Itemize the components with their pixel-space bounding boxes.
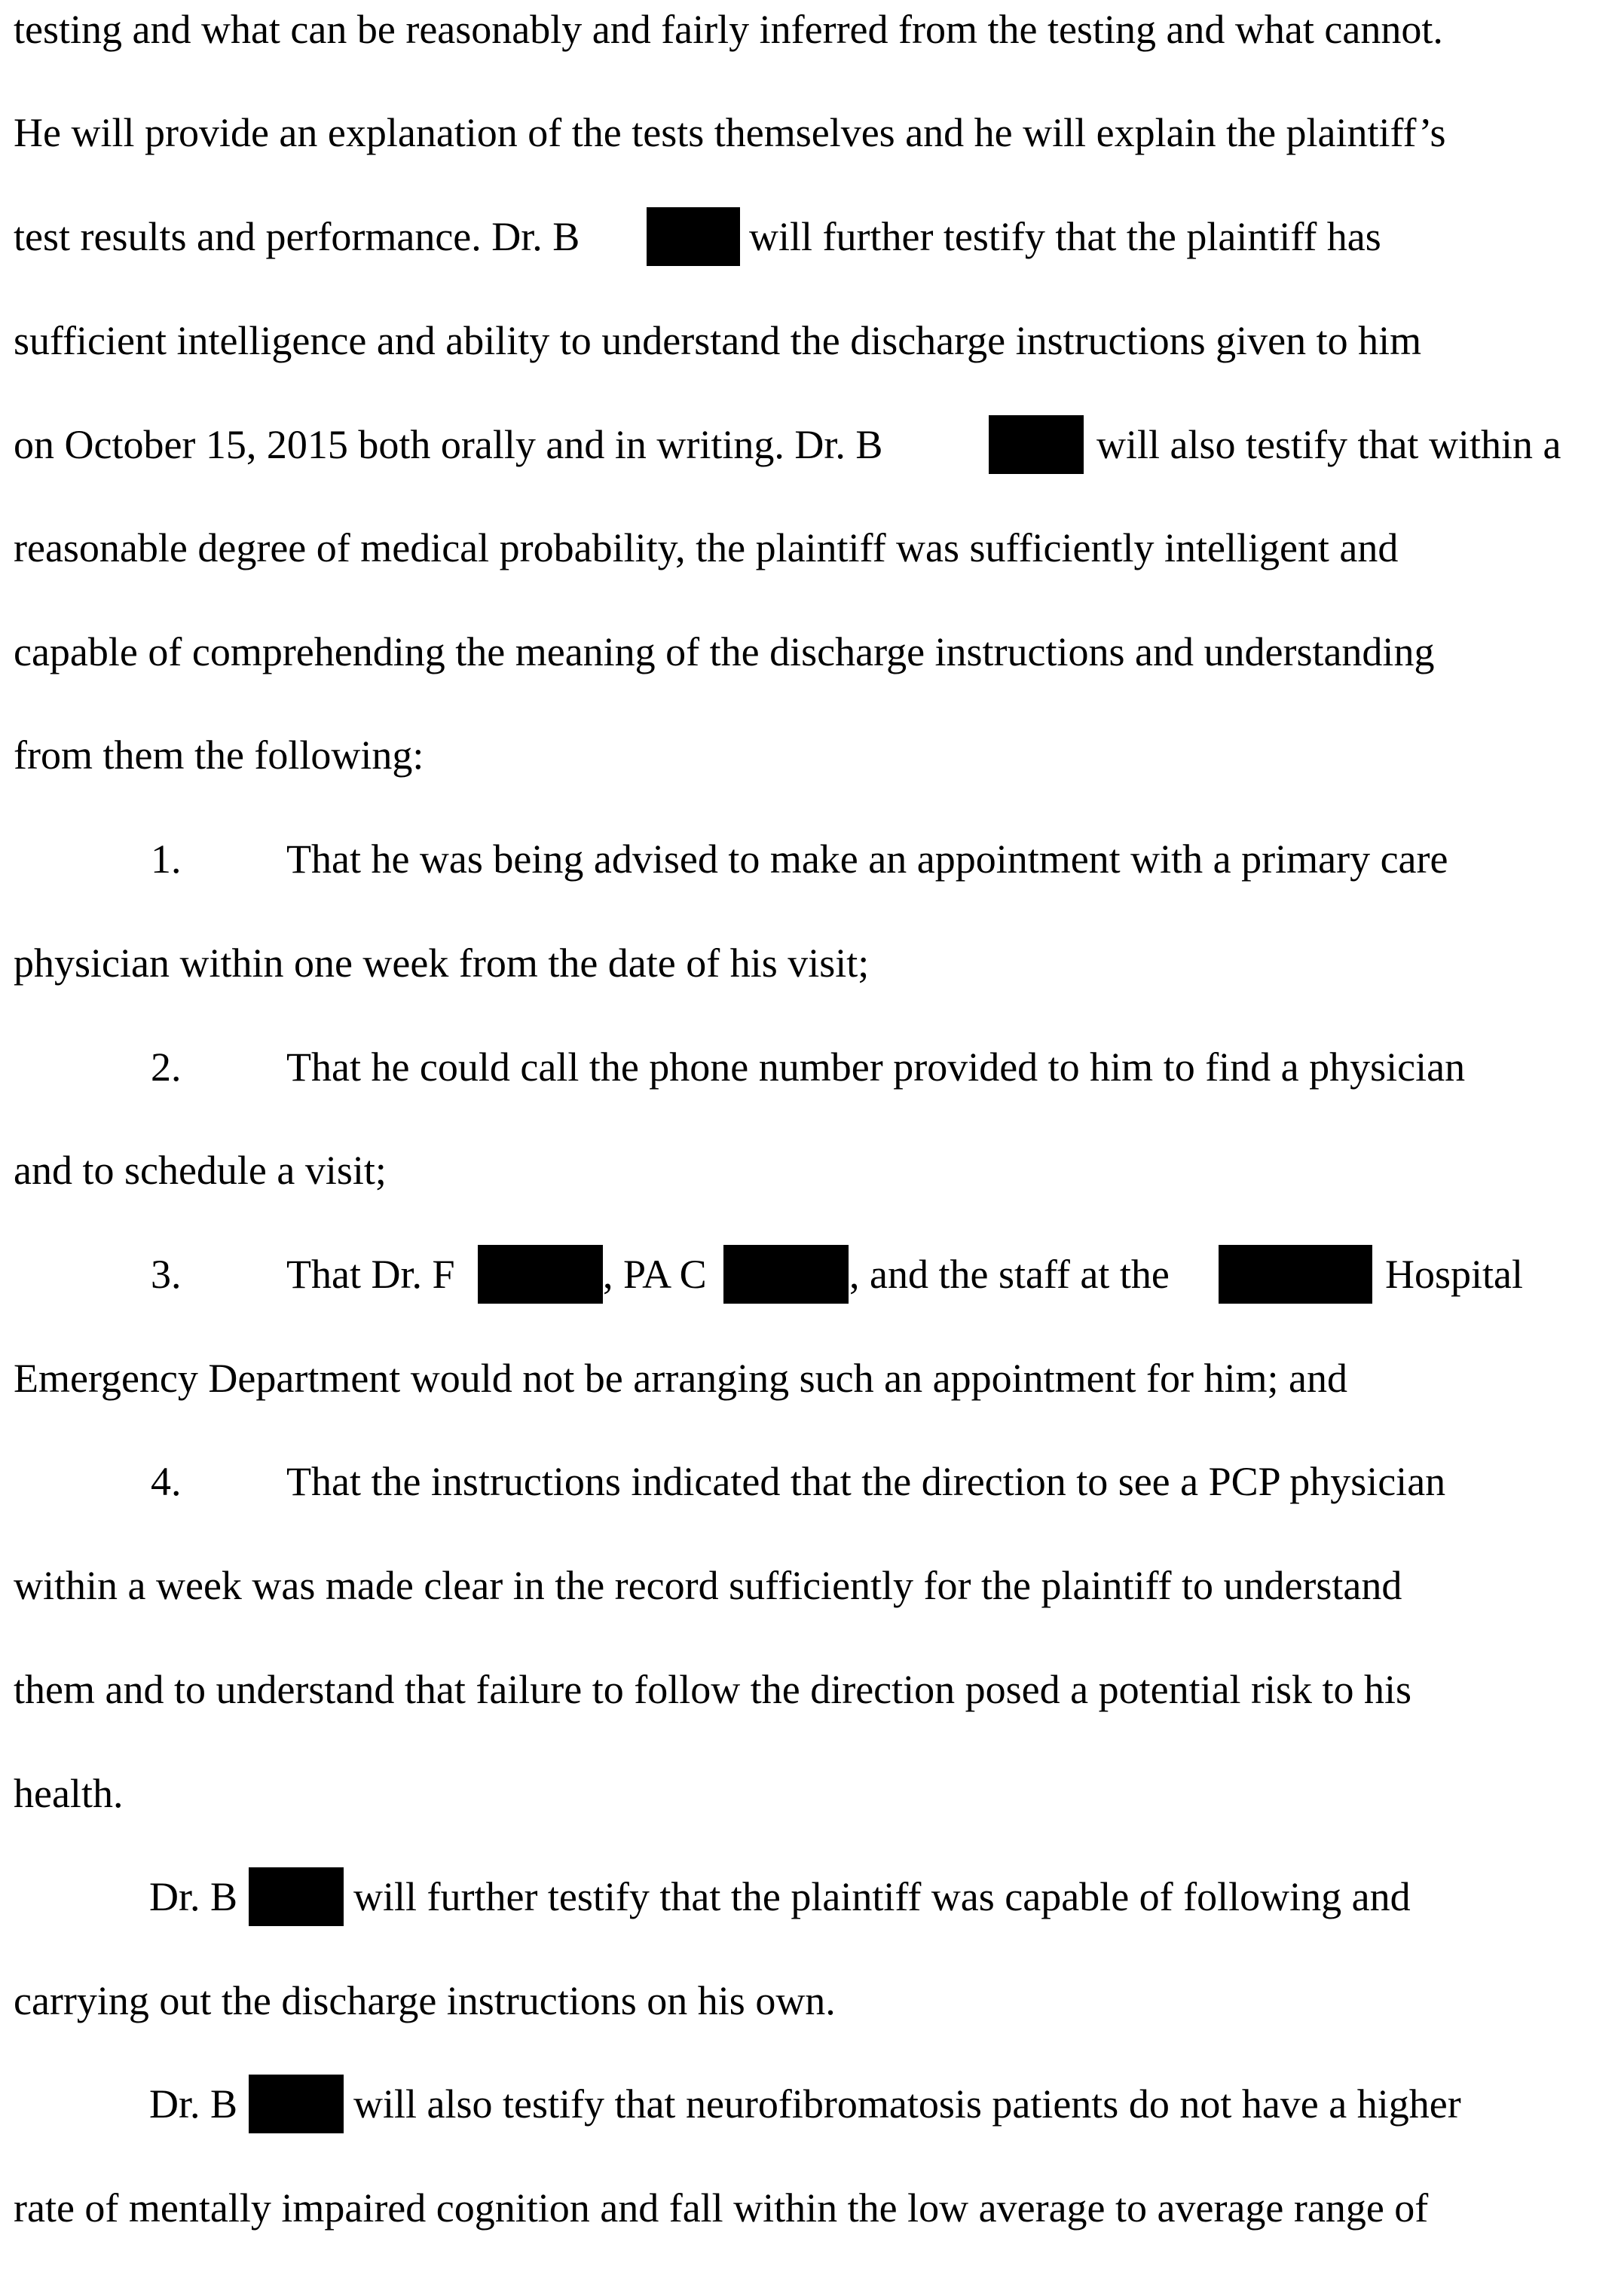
redaction-box: [647, 207, 740, 266]
text-segment: on October 15, 2015 both orally and in writing. Dr. B: [14, 422, 883, 467]
text-segment: That the instructions indicated that the direction to see a PCP physician: [286, 1459, 1446, 1504]
text-line: [0, 1949, 1624, 2053]
list-number: 2.: [151, 1044, 182, 1090]
text-line: [0, 81, 1624, 185]
redaction-box: [723, 1245, 849, 1304]
text-line: [0, 1326, 1624, 1430]
text-segment: Emergency Department would not be arranging such an appointment for him; and: [14, 1356, 1348, 1401]
text-segment: testing and what can be reasonably and fairly inferred from the testing and what cannot.: [14, 7, 1443, 52]
text-segment: That he could call the phone number provided to him to find a physician: [286, 1044, 1466, 1090]
text-segment: will also testify that within a: [1096, 422, 1561, 467]
text-segment: health.: [14, 1771, 124, 1816]
text-segment: rate of mentally impaired cognition and fall within the low average to average range of: [14, 2185, 1429, 2231]
text-line: [0, 185, 1624, 289]
text-line: [0, 2052, 1624, 2156]
list-number: 4.: [151, 1459, 182, 1504]
text-segment: , PA C: [603, 1252, 707, 1297]
text-line: [0, 1637, 1624, 1741]
text-line: [0, 1845, 1624, 1949]
redaction-box: [1219, 1245, 1372, 1304]
text-segment: will further testify that the plaintiff was capable of following and: [353, 1874, 1411, 1919]
text-line: [0, 393, 1624, 497]
text-segment: carrying out the discharge instructions on his own.: [14, 1978, 836, 2023]
redaction-box: [478, 1245, 603, 1304]
text-segment: test results and performance. Dr. B: [14, 214, 580, 259]
text-segment: sufficient intelligence and ability to understand the discharge instructions given to him: [14, 318, 1422, 363]
text-segment: That he was being advised to make an appointment with a primary care: [286, 836, 1448, 882]
text-line: [0, 496, 1624, 600]
text-line: [0, 2156, 1624, 2260]
text-segment: , and the staff at the: [849, 1252, 1170, 1297]
text-segment: and to schedule a visit;: [14, 1148, 387, 1193]
list-item: [0, 807, 1624, 911]
text-line: [0, 1741, 1624, 1845]
list-number: 3.: [151, 1252, 182, 1297]
text-line: [0, 1534, 1624, 1637]
text-segment: That Dr. F: [286, 1252, 455, 1297]
text-segment: will further testify that the plaintiff has: [749, 214, 1381, 259]
list-item: [0, 1430, 1624, 1534]
text-line: [0, 289, 1624, 393]
text-segment: Dr. B: [149, 2081, 238, 2127]
text-line: [0, 1118, 1624, 1222]
text-line: [0, 600, 1624, 704]
text-segment: capable of comprehending the meaning of the discharge instructions and understanding: [14, 629, 1435, 674]
redaction-box: [249, 1867, 344, 1926]
redaction-box: [249, 2075, 344, 2133]
text-segment: will also testify that neurofibromatosis patients do not have a higher: [353, 2081, 1461, 2127]
text-line: [0, 703, 1624, 807]
text-segment: Dr. B: [149, 1874, 238, 1919]
text-segment: He will provide an explanation of the tests themselves and he will explain the plaintiff’s: [14, 110, 1446, 155]
text-segment: physician within one week from the date of his visit;: [14, 940, 870, 986]
text-segment: reasonable degree of medical probability, the plaintiff was sufficiently intelligent and: [14, 525, 1399, 570]
text-line: [0, 0, 1624, 81]
text-segment: within a week was made clear in the record sufficiently for the plaintiff to understand: [14, 1563, 1402, 1608]
redaction-box: [989, 415, 1084, 474]
text-segment: Hospital: [1385, 1252, 1523, 1297]
text-segment: from them the following:: [14, 732, 424, 778]
text-segment: them and to understand that failure to follow the direction posed a potential risk to his: [14, 1667, 1412, 1712]
text-line: [0, 911, 1624, 1015]
list-item: [0, 1015, 1624, 1119]
list-item: [0, 1222, 1624, 1326]
list-number: 1.: [151, 836, 182, 882]
